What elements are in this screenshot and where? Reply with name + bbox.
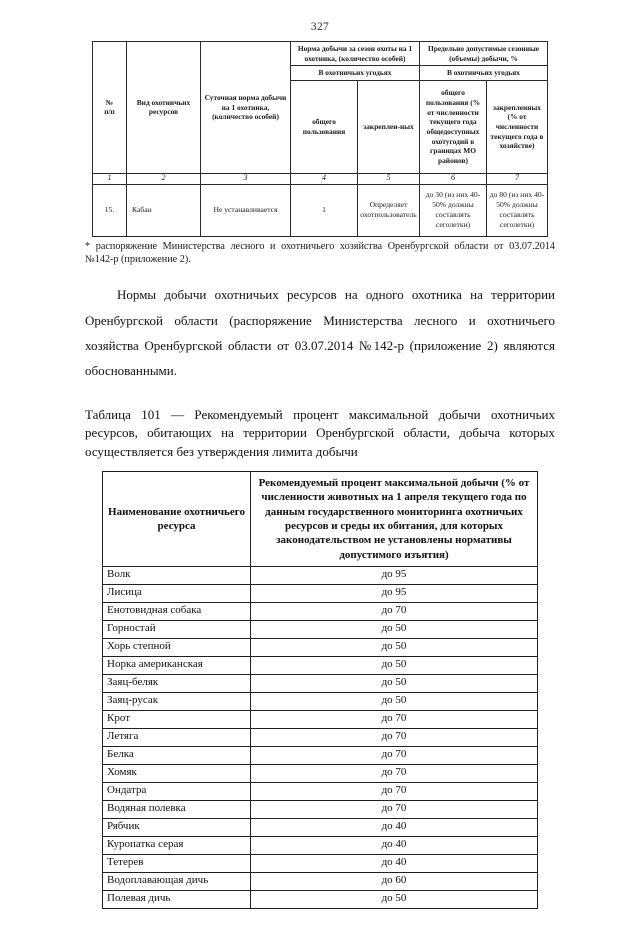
header-cell-season-assigned: закреплен-ных (358, 80, 420, 173)
cell-resource-name: Белка (103, 746, 251, 764)
table-number-row (93, 173, 548, 184)
document-page (0, 21, 640, 926)
cell-resource-name: Заяц-русак (103, 692, 251, 710)
cell-resource-name: Летяга (103, 728, 251, 746)
page-number: 327 (310, 21, 330, 33)
cell-max-percent: до 40 (251, 854, 538, 872)
cell-limit-assigned: до 80 (из них 40-50% должны составлять сеголетки) (487, 184, 548, 236)
table-row (103, 584, 538, 602)
header-cell-season-grounds: В охотничьих угодьях (291, 66, 420, 81)
cell-max-percent: до 50 (251, 674, 538, 692)
cell-max-percent: до 50 (251, 692, 538, 710)
recommended-harvest-table (102, 471, 538, 909)
colnum-5: 5 (358, 173, 420, 184)
cell-resource-name: Хорь степной (103, 638, 251, 656)
cell-resource-name: Рябчик (103, 818, 251, 836)
cell-max-percent: до 50 (251, 656, 538, 674)
header-cell-index (93, 42, 127, 174)
cell-resource-name: Крот (103, 710, 251, 728)
cell-resource-name: Горностай (103, 620, 251, 638)
cell-resource-name: Водоплавающая дичь (103, 872, 251, 890)
header-index-line2: п/п (104, 107, 115, 117)
cell-resource-name: Волк (103, 566, 251, 584)
colnum-1: 1 (93, 173, 127, 184)
table-row (103, 620, 538, 638)
cell-resource-name: Заяц-беляк (103, 674, 251, 692)
cell-max-percent: до 70 (251, 728, 538, 746)
cell-max-percent: до 95 (251, 584, 538, 602)
cell-limit-public: до 30 (из них 40-50% должны составлять сеголетки) (420, 184, 487, 236)
table-row (103, 764, 538, 782)
table-row (103, 854, 538, 872)
table-row (103, 836, 538, 854)
header-cell-resource-name: Наименование охотничьего ресурса (103, 472, 251, 567)
table-row (103, 728, 538, 746)
header-cell-limit-assigned: закрепленных (% от численности текущего года в хозяйстве) (487, 80, 548, 173)
header-cell-season-group: Норма добычи за сезон охоты на 1 охотника, (количество особей) (291, 42, 420, 66)
cell-max-percent: до 95 (251, 566, 538, 584)
header-cell-max-percent: Рекомендуемый процент максимальной добычи (% от численности животных на 1 апреля текущего года по данным государственного мониторинга охотничьих ресурсов и среды их обитания, для которых законодательством не установлены нормативы допустимого изъятия) (251, 472, 538, 567)
table-row (103, 566, 538, 584)
cell-daily-norm: Не устанавливается (201, 184, 291, 236)
justification-paragraph: Нормы добычи охотничьих ресурсов на одного охотника на территории Оренбургской области (распоряжение Министерства лесного и охотничьего хозяйства Оренбургской области от 03.07.2014 №142-р (приложение 2) являются обоснованными. (85, 287, 555, 379)
table-row (103, 746, 538, 764)
cell-resource-name: Водяная полевка (103, 800, 251, 818)
table-row (103, 800, 538, 818)
cell-index: 15. (93, 184, 127, 236)
table-row (103, 872, 538, 890)
hunting-norms-table (92, 41, 548, 237)
header-cell-limit-public: общего пользования (% от численности текущего года общедоступных охотугодий в границах МО районов) (420, 80, 487, 173)
cell-max-percent: до 70 (251, 746, 538, 764)
cell-season-assigned: Определяет охотпользователь (358, 184, 420, 236)
cell-max-percent: до 60 (251, 872, 538, 890)
table-row (103, 692, 538, 710)
cell-resource-name: Куропатка серая (103, 836, 251, 854)
colnum-3: 3 (201, 173, 291, 184)
colnum-7: 7 (487, 173, 548, 184)
table-101-caption: Таблица 101 — Рекомендуемый процент максимальной добычи охотничьих ресурсов, обитающих на территории Оренбургской области, добыча которых осуществляется без утверждения лимита добычи (85, 406, 555, 460)
cell-resource-name: Лисица (103, 584, 251, 602)
table-row (103, 656, 538, 674)
cell-max-percent: до 70 (251, 764, 538, 782)
cell-resource-name: Полевая дичь (103, 890, 251, 908)
cell-max-percent: до 70 (251, 710, 538, 728)
colnum-4: 4 (291, 173, 358, 184)
cell-resource-name: Тетерев (103, 854, 251, 872)
table-row (103, 602, 538, 620)
table-row (103, 818, 538, 836)
cell-max-percent: до 70 (251, 602, 538, 620)
table-row (103, 674, 538, 692)
header-index-line1: № (105, 97, 114, 107)
footnote-text: * распоряжение Министерства лесного и охотничьего хозяйства Оренбургской области от 03.07.2014 №142-р (приложение 2). (85, 240, 555, 265)
cell-resource-name: Ондатра (103, 782, 251, 800)
table-row (103, 710, 538, 728)
cell-resource-name: Енотовидная собака (103, 602, 251, 620)
table-header-row-1 (93, 42, 548, 66)
header-cell-species: Вид охотничьих ресурсов (127, 42, 201, 174)
table-row (103, 638, 538, 656)
recommended-header-row (103, 472, 538, 567)
table-row (103, 890, 538, 908)
cell-max-percent: до 40 (251, 836, 538, 854)
header-cell-daily-norm: Суточная норма добычи на 1 охотника, (количество особей) (201, 42, 291, 174)
table-row (93, 184, 548, 236)
colnum-6: 6 (420, 173, 487, 184)
cell-resource-name: Хомяк (103, 764, 251, 782)
colnum-2: 2 (127, 173, 201, 184)
cell-season-public: 1 (291, 184, 358, 236)
cell-max-percent: до 70 (251, 782, 538, 800)
header-cell-season-public: общего пользования (291, 80, 358, 173)
cell-resource-name: Норка американская (103, 656, 251, 674)
cell-max-percent: до 70 (251, 800, 538, 818)
cell-max-percent: до 40 (251, 818, 538, 836)
cell-max-percent: до 50 (251, 638, 538, 656)
header-cell-limit-grounds: В охотничьих угодьях (420, 66, 548, 81)
cell-max-percent: до 50 (251, 890, 538, 908)
cell-species: Кабан (127, 184, 201, 236)
table-row (103, 782, 538, 800)
header-cell-limit-group: Предельно допустимые сезонные (объемы) добычи, % (420, 42, 548, 66)
cell-max-percent: до 50 (251, 620, 538, 638)
